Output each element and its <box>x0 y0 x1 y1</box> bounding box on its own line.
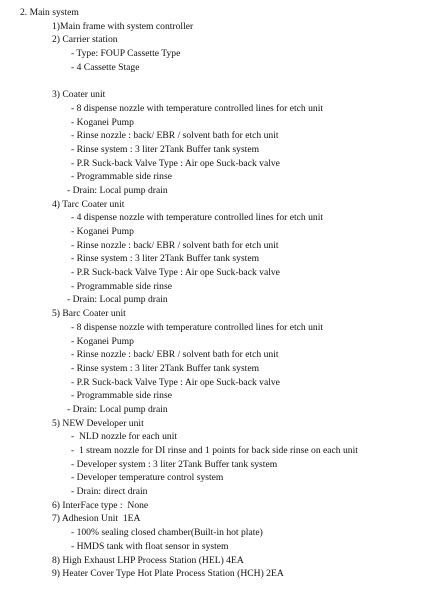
item-title-coater-unit: 3) Coater unit <box>52 89 106 101</box>
list-item: - P.R Suck-back Valve Type : Air ope Suck-back valve <box>71 267 280 279</box>
list-item: - Developer temperature control system <box>71 472 224 484</box>
list-item: - NLD nozzle for each unit <box>71 431 178 443</box>
list-item: - 8 dispense nozzle with temperature controlled lines for etch unit <box>71 102 324 114</box>
list-item: - Programmable side rinse <box>71 280 172 292</box>
list-item: - Drain: Local pump drain <box>67 294 168 306</box>
list-item: - Programmable side rinse <box>71 390 172 402</box>
spacer <box>0 74 446 88</box>
list-item: - HMDS tank with float sensor in system <box>71 540 229 552</box>
list-item: - Type: FOUP Cassette Type <box>71 48 181 60</box>
list-item: - Koganei Pump <box>71 116 134 128</box>
item-title-barc-coater-unit: 5) Barc Coater unit <box>52 308 126 320</box>
item-title-hch-station: 9) Heater Cover Type Hot Plate Process Station (HCH) 2EA <box>52 568 284 580</box>
list-item: - Rinse system : 3 liter 2Tank Buffer tank system <box>71 362 260 374</box>
list-item: - 4 dispense nozzle with temperature controlled lines for etch unit <box>71 212 324 224</box>
item-title-hel-station: 8) High Exhaust LHP Process Station (HEL) 4EA <box>52 554 244 566</box>
item-title-carrier-station: 2) Carrier station <box>52 34 118 46</box>
list-item: - 100% sealing closed chamber(Built-in hot plate) <box>71 527 263 539</box>
document-body <box>0 6 446 581</box>
list-item: - Programmable side rinse <box>71 171 172 183</box>
list-item: - Drain: Local pump drain <box>67 184 168 196</box>
item-title-tarc-coater-unit: 4) Tarc Coater unit <box>52 198 125 210</box>
list-item: - Rinse system : 3 liter 2Tank Buffer tank system <box>71 253 260 265</box>
item-title-main-frame: 1)Main frame with system controller <box>52 20 194 32</box>
list-item: - 1 stream nozzle for DI rinse and 1 points for back side rinse on each unit <box>71 445 358 456</box>
item-title-interface-type: 6) InterFace type : None <box>52 499 149 511</box>
list-item: - Developer system : 3 liter 2Tank Buffer tank system <box>71 458 278 470</box>
list-item: - 8 dispense nozzle with temperature controlled lines for etch unit <box>71 321 324 333</box>
list-item: - P.R Suck-back Valve Type : Air ope Suck-back valve <box>71 157 280 169</box>
item-title-new-developer-unit: 5) NEW Developer unit <box>52 417 144 429</box>
section-heading: 2. Main system <box>20 7 79 18</box>
list-item: - 4 Cassette Stage <box>71 61 140 73</box>
list-item: - Rinse nozzle : back/ EBR / solvent bath for etch unit <box>71 130 279 142</box>
list-item: - Rinse nozzle : back/ EBR / solvent bath for etch unit <box>71 349 279 361</box>
list-item: - Drain: Local pump drain <box>67 403 168 415</box>
list-item: - P.R Suck-back Valve Type : Air ope Suck-back valve <box>71 376 280 388</box>
list-item: - Koganei Pump <box>71 335 134 347</box>
list-item: - Rinse system : 3 liter 2Tank Buffer tank system <box>71 143 260 155</box>
list-item: - Koganei Pump <box>71 226 134 237</box>
list-item: - Drain: direct drain <box>71 486 148 498</box>
item-title-adhesion-unit: 7) Adhesion Unit 1EA <box>52 513 141 525</box>
list-item: - Rinse nozzle : back/ EBR / solvent bath for etch unit <box>71 239 279 251</box>
